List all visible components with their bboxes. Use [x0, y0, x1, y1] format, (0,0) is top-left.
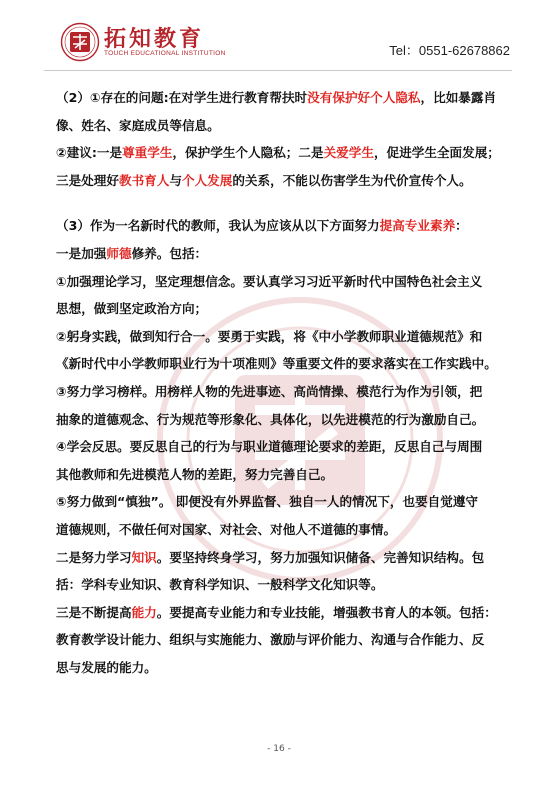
body-text: 与 [169, 172, 182, 188]
body-text: 道德规则，不做任何对国家、对社会、对他人不道德的事情。 [56, 521, 397, 537]
highlight-text: 尊重学生 [122, 145, 173, 161]
text-line [56, 599, 502, 627]
text-line [56, 571, 502, 599]
body-text: ： [455, 218, 468, 234]
text-line [56, 139, 502, 167]
body-text: 二是努力学习 [56, 549, 132, 565]
highlight-text: 知识 [131, 549, 157, 565]
text-line [56, 84, 502, 112]
page-number: - 16 - [267, 744, 291, 754]
body-text: 思与发展的能力。 [56, 659, 157, 675]
highlight-text: 关爱学生 [323, 145, 374, 161]
brand-seal-icon [60, 22, 100, 62]
paragraph-gap [56, 194, 502, 212]
document-body [56, 84, 502, 681]
body-text: 思想，做到坚定政治方向； [56, 301, 208, 317]
body-text: ⑤努力做到“慎独”。 即便没有外界监督、独自一人的情况下，也要自觉遵守 [56, 494, 479, 510]
body-text: ②建议:一是 [56, 145, 123, 161]
body-text: ，保护学生个人隐私；二是 [172, 145, 324, 161]
body-text: 三是处理好 [56, 172, 119, 188]
header-divider [44, 70, 512, 71]
text-line [56, 626, 502, 654]
text-line [56, 488, 502, 516]
body-text: （2）①存在的问题:在对学生进行教育帮扶时 [56, 90, 308, 105]
body-text: ③努力学习榜样。用榜样人物的先进事迹、高尚情操、模范行为作为引领，把 [56, 383, 483, 399]
page-header [0, 0, 558, 72]
body-text: 其他教师和先进模范人物的差距，努力完善自己。 [56, 466, 334, 482]
text-line [56, 268, 502, 296]
body-text: 三是不断提高 [56, 604, 132, 620]
brand-name: 拓知教育 [104, 26, 205, 52]
body-text: （3）作为一名新时代的教师，我认为应该从以下方面努力 [56, 218, 380, 234]
body-text: 的关系，不能以伤害学生为代价宣传个人。 [232, 172, 472, 188]
body-text: ④学会反思。要反思自己的行为与职业道德理论要求的差距，反思自己与周围 [56, 439, 483, 455]
highlight-text: 师德 [106, 245, 132, 261]
body-text: ，比如暴露肖 [420, 90, 497, 105]
highlight-text: 能力 [131, 604, 157, 620]
text-line [56, 112, 502, 140]
text-line [56, 378, 502, 406]
text-line [56, 167, 502, 195]
highlight-text: 提高专业素养 [379, 218, 456, 234]
body-text: ，促进学生全面发展； [373, 145, 500, 161]
body-text: 。要提高专业能力和专业技能，增强教书育人的本领。包括： [156, 604, 497, 620]
body-text: ①加强理论学习，坚定理想信念。要认真学习习近平新时代中国特色社会主义 [56, 273, 483, 289]
text-line [56, 461, 502, 489]
text-line [56, 433, 502, 461]
body-text: 《新时代中小学教师职业行为十项准则》等重要文件的要求落实在工作实践中。 [56, 356, 497, 372]
text-line [56, 406, 502, 434]
text-line [56, 240, 502, 268]
text-line [56, 544, 502, 572]
text-line [56, 212, 502, 240]
contact-phone: Tel：0551-62678862 [389, 43, 510, 58]
body-text: ②躬身实践，做到知行合一。要勇于实践，将《中小学教师职业道德规范》和 [56, 328, 483, 344]
body-text: 教育教学设计能力、组织与实施能力、激励与评价能力、沟通与合作能力、反 [56, 632, 485, 648]
body-text: 修养。包括： [131, 245, 208, 261]
body-text: 一是加强 [56, 245, 107, 261]
text-line [56, 350, 502, 378]
highlight-text: 没有保护好个人隐私 [307, 90, 421, 105]
text-line [56, 654, 502, 682]
body-text: 括：学科专业知识、教育科学知识、一般科学文化知识等。 [56, 577, 384, 593]
text-line [56, 323, 502, 351]
highlight-text: 个人发展 [181, 172, 233, 188]
body-text: 抽象的道德观念、行为规范等形象化、具体化，以先进模范的行为激励自己。 [56, 411, 485, 427]
body-text: 。要坚持终身学习，努力加强知识储备、完善知识结构。包 [156, 549, 485, 565]
highlight-text: 教书育人 [118, 172, 170, 188]
text-line [56, 516, 502, 544]
text-line [56, 295, 502, 323]
brand-subtitle: TOUCH EDUCATIONAL INSTITUTION [104, 50, 226, 57]
body-text: 像、姓名、家庭成员等信息。 [56, 117, 220, 133]
